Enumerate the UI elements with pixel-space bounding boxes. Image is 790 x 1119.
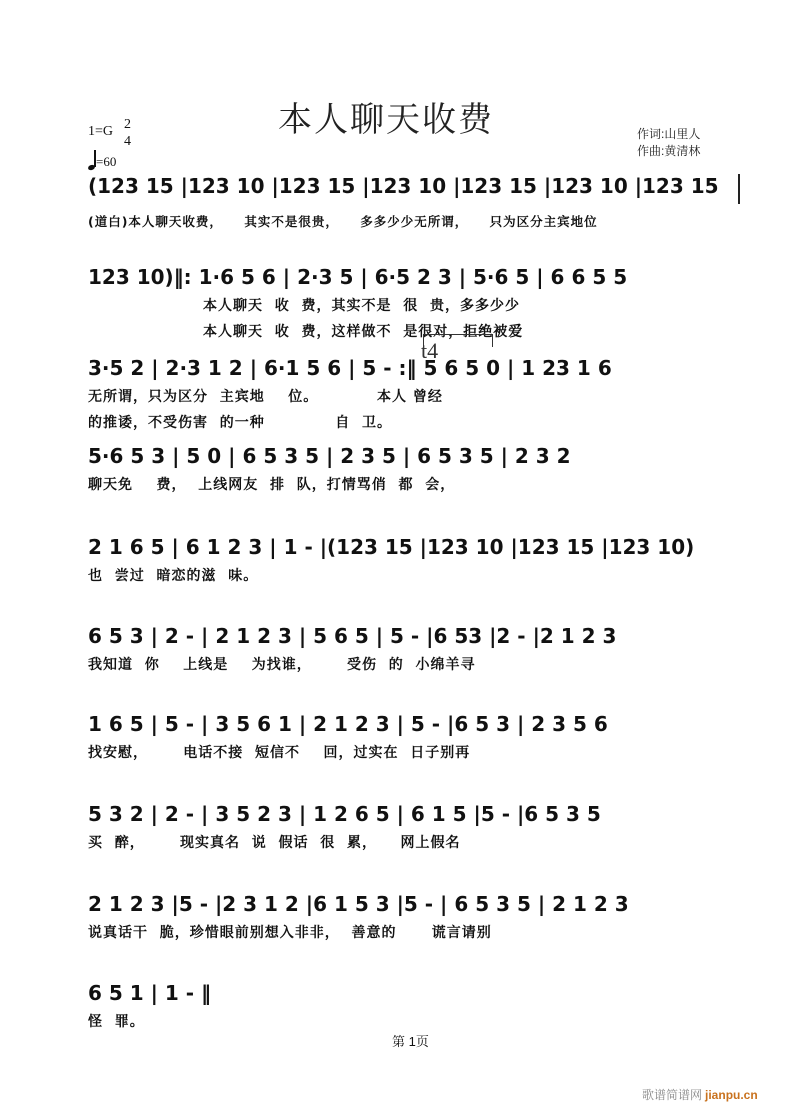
score-line-4 [88, 444, 740, 494]
notation-row: 5 3 2 | 2 - | 3 5 2 3 | 1 2 6 5 | 6 1 5 |5 - |6 5 3 5 [88, 802, 601, 826]
lyric-row: 也 尝过 暗恋的滋 味。 [88, 568, 259, 584]
quarter-note-icon [88, 150, 96, 170]
score-line-2 [88, 265, 740, 340]
page-number: 第 1页 [392, 1034, 429, 1049]
notation-row: 5·6 5 3 | 5 0 | 6 5 3 5 | 2 3 5 | 6 5 3 5 | 2 3 2 [88, 444, 571, 468]
lyric-row: 买 醉， 现实真名 说 假话 很 累， 网上假名 [88, 835, 461, 851]
watermark-cn: 歌谱简谱网 [642, 1088, 703, 1102]
lyric-row: 我知道 你 上线是 为找谁， 受伤 的 小绵羊寻 [88, 657, 476, 673]
notation-row: 2 1 6 5 | 6 1 2 3 | 1 - |(123 15 |123 10 |123 15 |123 10) [88, 535, 695, 559]
composer: 作曲:黄清林 [637, 144, 701, 158]
score-line-1 [88, 174, 740, 234]
lyric-row: (道白)本人聊天收费， 其实不是很贵， 多多少少无所谓， 只为区分主宾地位 [88, 214, 598, 229]
time-signature [124, 116, 131, 150]
notation-row: 2 1 2 3 |5 - |2 3 1 2 |6 1 5 3 |5 - | 6 5 3 5 | 2 1 2 3 [88, 892, 629, 916]
lyric-row: 聊天免 费， 上线网友 排 队，打情骂俏 都 会， [88, 477, 456, 493]
lyric-row-verse-1: 本人聊天 收 费，其实不是 很 贵，多多少少 [203, 298, 520, 314]
notation-row: 6 5 3 | 2 - | 2 1 2 3 | 5 6 5 | 5 - |6 53 |2 - |2 1 2 3 [88, 624, 617, 648]
score-line-8 [88, 802, 740, 852]
lyric-row: 说真话干 脆，珍惜眼前别想入非非， 善意的 谎言请别 [88, 925, 492, 941]
score-line-7 [88, 712, 740, 762]
score-title: 本人聊天收费 [278, 100, 494, 140]
barline [738, 174, 740, 204]
credits [637, 126, 700, 160]
notation-row: 123 10)‖: 1·6 5 6 | 2·3 5 | 6·5 2 3 | 5·6 5 | 6 6 5 5 [88, 265, 628, 289]
score-line-3 [88, 356, 740, 431]
watermark-latin: jianpu.cn [705, 1088, 758, 1102]
lyricist: 作词:山里人 [637, 127, 701, 141]
time-signature-top: 2 [124, 117, 131, 132]
watermark [642, 1086, 758, 1103]
lyric-row-verse-1: 无所谓，只为区分 主宾地 位。 本人 曾经 [88, 389, 443, 405]
score-line-6 [88, 624, 740, 674]
time-signature-bottom: 4 [124, 134, 131, 149]
notation-row: 3·5 2 | 2·3 1 2 | 6·1 5 6 | 5 - :‖ 5 6 5 0 | 1 23 1 6 [88, 356, 612, 380]
notation-row: 6 5 1 | 1 - ‖ [88, 981, 212, 1005]
notation-row: (123 15 |123 10 |123 15 |123 10 |123 15 |123 10 |123 15 [88, 174, 719, 198]
score-line-9 [88, 892, 740, 942]
lyric-row: 找安慰， 电话不接 短信不 回，过实在 日子别再 [88, 745, 471, 761]
tempo-value: =60 [96, 154, 117, 169]
notation-row: 1 6 5 | 5 - | 3 5 6 1 | 2 1 2 3 | 5 - |6 5 3 | 2 3 5 6 [88, 712, 608, 736]
key-signature: 1=G [88, 124, 114, 139]
score-line-5 [88, 535, 740, 585]
lyric-row: 怪 罪。 [88, 1014, 145, 1030]
annotation-mark: t4 [421, 338, 439, 363]
score-line-10 [88, 981, 740, 1031]
tempo-marking [88, 150, 116, 170]
lyric-row-verse-2: 的推诿，不受伤害 的一种 自 卫。 [88, 415, 392, 431]
lyric-row-verse-2: 本人聊天 收 费，这样做不 是很对，拒绝被爱 [203, 324, 524, 340]
